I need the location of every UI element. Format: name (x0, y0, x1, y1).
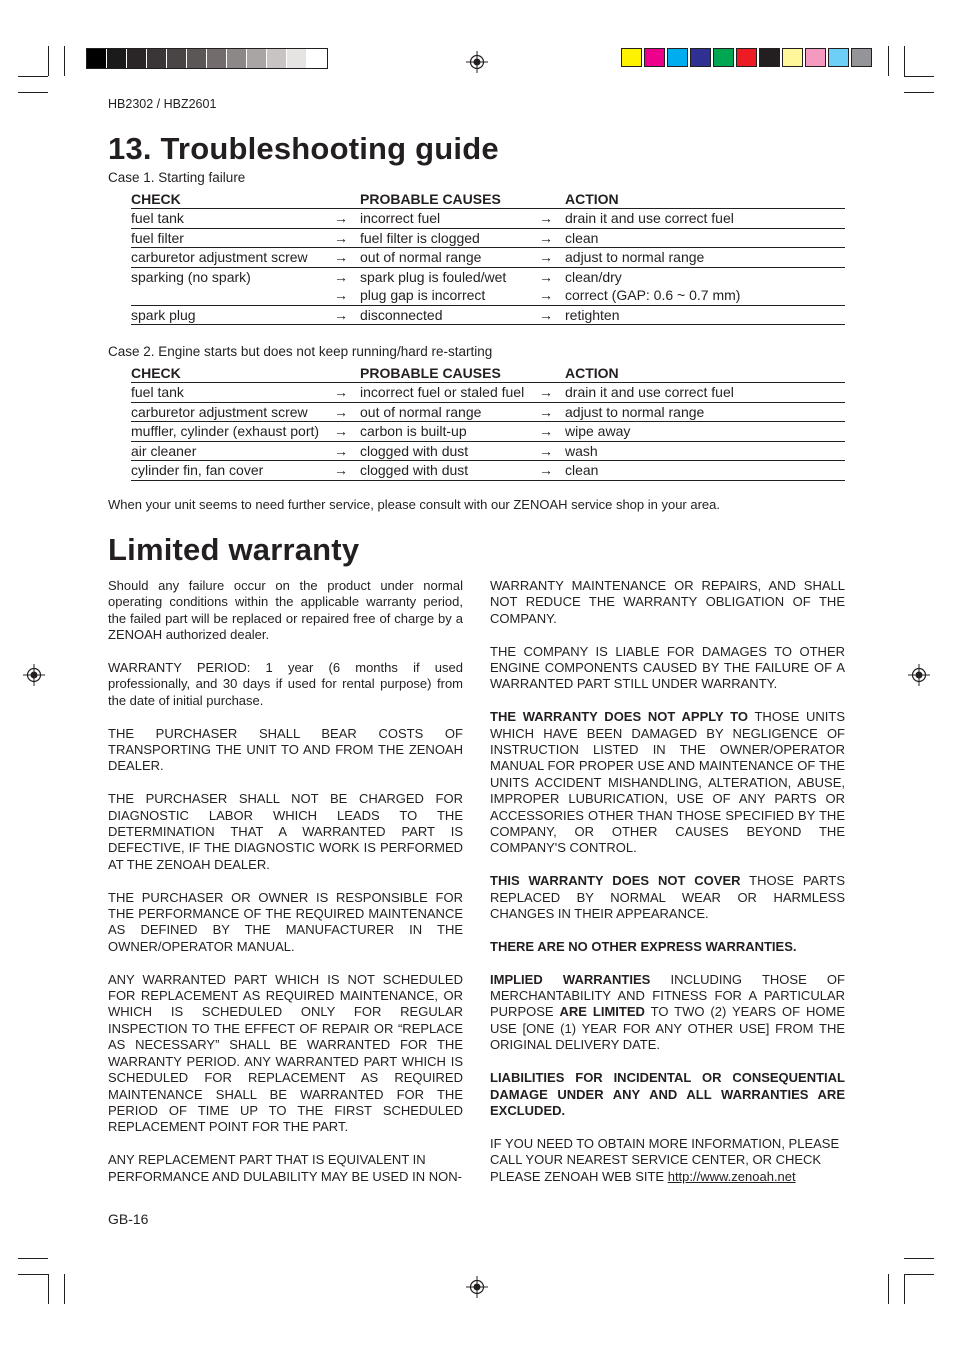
crop-mark (64, 1274, 65, 1304)
check-cell: carburetor adjustment screw (131, 402, 332, 422)
color-swatch (713, 48, 734, 67)
arrow-icon: → (537, 228, 565, 248)
table-row (131, 267, 845, 286)
table-row (131, 422, 845, 442)
action-cell: adjust to normal range (565, 402, 845, 422)
warranty-paragraph: Should any failure occur on the product under normal operating conditions within the applicable warranty period, the failed part will be replaced or repaired free of charge by a ZENOAH authorized dealer. (108, 578, 463, 643)
warranty-paragraph: THE PURCHASER OR OWNER IS RESPONSIBLE FOR THE PERFORMANCE OF THE REQUIRED MAINTENANCE AS DEFINED BY THE MANUFACTURER IN THE OWNER/OPERATOR MANUAL. (108, 889, 463, 954)
gray-swatch (207, 49, 227, 68)
crop-mark (18, 92, 48, 93)
registration-mark-icon (908, 664, 930, 686)
arrow-icon: → (537, 305, 565, 325)
arrow-icon: → (332, 209, 360, 229)
warranty-exclusions: THE WARRANTY DOES NOT APPLY TO THOSE UNITS WHICH HAVE BEEN DAMAGED BY NEGLIGENCE OF INSTRUCTION LISTED IN THE OWNER/OPERATOR MANUAL FOR PROPER USE AND MAINTENANCE OF THE UNITS ACCIDENT MISHANDLING, ALTERATION, ABUSE, IMPROPER LUBURICATION, USE OF ANY PARTS OR ACCESSORIES OTHER THAN THOSE SPECIFIED BY THE COMPANY, OR OTHER CAUSES BEYOND THE COMPANY'S CONTROL. (490, 709, 845, 856)
crop-mark (904, 1274, 905, 1304)
registration-mark-icon (466, 51, 488, 73)
crop-mark (904, 46, 905, 76)
check-cell: muffler, cylinder (exhaust port) (131, 422, 332, 442)
crop-mark (64, 46, 65, 76)
check-cell: cylinder fin, fan cover (131, 461, 332, 481)
check-cell: spark plug (131, 305, 332, 325)
arrow-icon: → (537, 461, 565, 481)
table-row (131, 441, 845, 461)
action-cell: adjust to normal range (565, 248, 845, 268)
crop-mark (48, 1274, 49, 1304)
gray-swatch (167, 49, 187, 68)
crop-mark (904, 76, 934, 77)
gray-swatch (187, 49, 207, 68)
warranty-paragraph: THE PURCHASER SHALL BEAR COSTS OF TRANSPORTING THE UNIT TO AND FROM THE ZENOAH DEALER. (108, 725, 463, 774)
color-swatch (828, 48, 849, 67)
service-note: When your unit seems to need further service, please consult with our ZENOAH service shop in your area. (108, 497, 721, 512)
arrow-icon: → (537, 248, 565, 268)
cause-cell: spark plug is fouled/wet (360, 268, 507, 285)
column-header-check: CHECK (131, 190, 332, 209)
warranty-not-covered: THIS WARRANTY DOES NOT COVER THOSE PARTS REPLACED BY NORMAL WEAR OR HARMLESS CHANGES IN THEIR APPEARANCE. (490, 873, 845, 922)
crop-mark (48, 46, 49, 76)
check-cell: fuel tank (131, 383, 332, 403)
table-row (131, 209, 845, 229)
color-calibration-bar (621, 48, 874, 67)
cause-cell: out of normal range (360, 402, 537, 422)
check-cell: carburetor adjustment screw (131, 248, 332, 268)
arrow-icon: → (539, 268, 553, 285)
warranty-paragraph: WARRANTY MAINTENANCE OR REPAIRS, AND SHALL NOT REDUCE THE WARRANTY OBLIGATION OF THE COMPANY. (490, 578, 845, 626)
gray-swatch (127, 49, 147, 68)
gray-swatch (147, 49, 167, 68)
cause-cell: clogged with dust (360, 441, 537, 461)
crop-mark (888, 46, 889, 76)
arrow-icon: → (332, 228, 360, 248)
arrow-icon: → (537, 402, 565, 422)
action-cell: retighten (565, 305, 845, 325)
cause-cell: clogged with dust (360, 461, 537, 481)
page-number: GB-16 (108, 1211, 149, 1227)
color-swatch (851, 48, 872, 67)
arrow-icon: → (537, 286, 565, 305)
crop-mark (904, 1274, 934, 1275)
color-swatch (759, 48, 780, 67)
arrow-icon: → (332, 286, 360, 305)
cause-cell: fuel filter is clogged (360, 228, 537, 248)
warranty-paragraph: ANY REPLACEMENT PART THAT IS EQUIVALENT IN PERFORMANCE AND DULABILITY MAY BE USED IN NON- (108, 1152, 462, 1184)
gray-swatch (267, 49, 287, 68)
arrow-icon: → (537, 383, 565, 403)
check-cell: fuel filter (131, 228, 332, 248)
column-header-causes: PROBABLE CAUSES (360, 364, 537, 383)
color-swatch (736, 48, 757, 67)
cause-cell: incorrect fuel (360, 209, 537, 229)
section-title-warranty: Limited warranty (108, 532, 360, 567)
warranty-contact: IF YOU NEED TO OBTAIN MORE INFORMATION, PLEASE CALL YOUR NEAREST SERVICE CENTER, OR CHECK PLEASE ZENOAH WEB SITE http://www.zenoah.net (490, 1135, 840, 1184)
column-header-check: CHECK (131, 364, 332, 383)
cause-cell: carbon is built-up (360, 422, 537, 442)
cause-cell: plug gap is incorrect (360, 286, 537, 305)
warranty-liabilities: LIABILITIES FOR INCIDENTAL OR CONSEQUENTIAL DAMAGE UNDER ANY AND ALL WARRANTIES ARE EXCLUDED. (490, 1070, 845, 1118)
table-row (131, 228, 845, 248)
crop-mark (904, 92, 934, 93)
color-swatch (667, 48, 688, 67)
case1-table (131, 190, 845, 325)
warranty-period: WARRANTY PERIOD: 1 year (6 months if used professionally, and 30 days if used for rental purpose) from the date of initial purchase. (108, 660, 463, 708)
warranty-left-column (108, 578, 463, 1201)
grayscale-calibration-bar (86, 48, 328, 69)
color-swatch (782, 48, 803, 67)
model-code: HB2302 / HBZ2601 (108, 97, 217, 111)
column-header-action: ACTION (565, 364, 845, 383)
case2-label: Case 2. Engine starts but does not keep running/hard re-starting (108, 344, 493, 359)
table-row (131, 248, 845, 268)
check-cell: sparking (no spark) (131, 268, 251, 285)
gray-swatch (247, 49, 267, 68)
check-cell: air cleaner (131, 441, 332, 461)
arrow-icon: → (332, 383, 360, 403)
gray-swatch (107, 49, 127, 68)
column-header-causes: PROBABLE CAUSES (360, 190, 537, 209)
crop-mark (888, 1274, 889, 1304)
action-cell: drain it and use correct fuel (565, 209, 845, 229)
color-swatch (805, 48, 826, 67)
arrow-icon: → (332, 422, 360, 442)
crop-mark (18, 1274, 48, 1275)
arrow-icon: → (334, 268, 348, 285)
registration-mark-icon (23, 664, 45, 686)
case1-label: Case 1. Starting failure (108, 170, 246, 185)
column-header-action: ACTION (565, 190, 845, 209)
arrow-icon: → (537, 209, 565, 229)
registration-mark-icon (466, 1276, 488, 1298)
gray-swatch (307, 49, 327, 68)
arrow-icon: → (332, 305, 360, 325)
gray-swatch (287, 49, 307, 68)
arrow-icon: → (332, 248, 360, 268)
action-cell: clean (565, 228, 845, 248)
table-row (131, 383, 845, 403)
color-swatch (621, 48, 642, 67)
warranty-paragraph: THE PURCHASER SHALL NOT BE CHARGED FOR DIAGNOSTIC LABOR WHICH LEADS TO THE DETERMINATION THAT A WARRANTED PART IS DEFECTIVE, IF THE DIAGNOSTIC WORK IS PERFORMED AT THE ZENOAH DEALER. (108, 791, 463, 872)
gray-swatch (87, 49, 107, 68)
arrow-icon: → (537, 441, 565, 461)
crop-mark (904, 1258, 934, 1259)
case2-table (131, 364, 845, 481)
arrow-icon: → (332, 461, 360, 481)
color-swatch (644, 48, 665, 67)
arrow-icon: → (332, 402, 360, 422)
table-row (131, 402, 845, 422)
warranty-paragraph: THE COMPANY IS LIABLE FOR DAMAGES TO OTHER ENGINE COMPONENTS CAUSED BY THE FAILURE OF A WARRANTED PART STILL UNDER WARRANTY. (490, 643, 845, 692)
crop-mark (18, 76, 48, 77)
table-row (131, 286, 845, 305)
warranty-paragraph: ANY WARRANTED PART WHICH IS NOT SCHEDULED FOR REPLACEMENT AS REQUIRED MAINTENANCE, OR WHICH IS SCHEDULED ONLY FOR REGULAR INSPECTION TO THE EFFECT OF REPAIR OR “REPLACE AS NECESSARY” SHALL BE WARRANTED FOR THE WARRANTY PERIOD. ANY WARRANTED PART WHICH IS SCHEDULED FOR REPLACEMENT AS REQUIRED MAINTENANCE SHALL BE WARRANTED FOR THE PERIOD OF TIME UP TO THE FIRST SCHEDULED REPLACEMENT POINT FOR THE PART. (108, 971, 463, 1135)
section-title-troubleshooting: 13. Troubleshooting guide (108, 131, 499, 166)
arrow-icon: → (332, 441, 360, 461)
arrow-icon: → (537, 422, 565, 442)
table-row (131, 305, 845, 325)
cause-cell: disconnected (360, 305, 537, 325)
check-cell (131, 286, 332, 305)
action-cell: wipe away (565, 422, 845, 442)
cause-cell: incorrect fuel or staled fuel (360, 383, 537, 403)
cause-cell: out of normal range (360, 248, 537, 268)
warranty-implied: IMPLIED WARRANTIES INCLUDING THOSE OF MERCHANTABILITY AND FITNESS FOR A PARTICULAR PURPOSE ARE LIMITED TO TWO (2) YEARS OF HOME USE [ONE (1) YEAR FOR ANY OTHER USE] FROM THE ORIGINAL DELIVERY DATE. (490, 971, 845, 1053)
check-cell: fuel tank (131, 209, 332, 229)
action-cell: drain it and use correct fuel (565, 383, 845, 403)
action-cell: clean (565, 461, 845, 481)
action-cell: correct (GAP: 0.6 ~ 0.7 mm) (565, 286, 845, 305)
warranty-right-column (490, 578, 845, 1201)
action-cell: wash (565, 441, 845, 461)
zenoah-website-link[interactable]: http://www.zenoah.net (667, 1168, 796, 1184)
color-swatch (690, 48, 711, 67)
table-row (131, 461, 845, 481)
gray-swatch (227, 49, 247, 68)
warranty-no-express: THERE ARE NO OTHER EXPRESS WARRANTIES. (490, 938, 797, 954)
crop-mark (18, 1258, 48, 1259)
action-cell: clean/dry (565, 268, 622, 285)
